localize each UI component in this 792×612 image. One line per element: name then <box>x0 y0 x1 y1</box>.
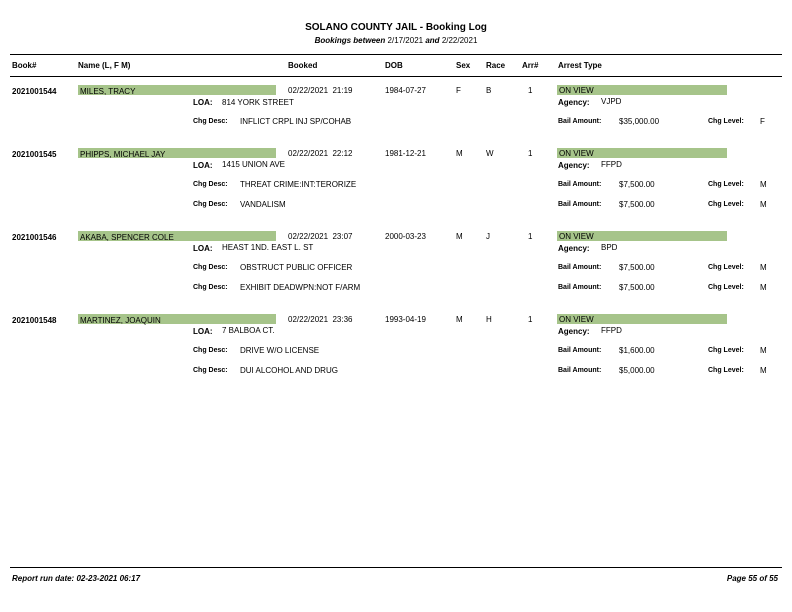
agency-label: Agency: <box>558 327 590 336</box>
chg-level-value: M <box>760 283 767 292</box>
agency-value: VJPD <box>601 97 622 106</box>
report-subtitle <box>0 36 792 45</box>
bail-value: $1,600.00 <box>619 346 655 355</box>
subtitle-and: and <box>425 36 440 45</box>
bail-label: Bail Amount: <box>558 201 602 208</box>
chg-desc-label: Chg Desc: <box>193 367 228 374</box>
dob: 1981-12-21 <box>385 149 426 158</box>
header-rule-bottom <box>10 76 782 77</box>
book-number: 2021001546 <box>12 233 57 242</box>
dob: 1984-07-27 <box>385 86 426 95</box>
chg-level-value: M <box>760 200 767 209</box>
arrest-type: ON VIEW <box>559 232 594 241</box>
chg-level-label: Chg Level: <box>708 181 744 188</box>
chg-level-label: Chg Level: <box>708 284 744 291</box>
bail-value: $7,500.00 <box>619 180 655 189</box>
race: W <box>486 149 494 158</box>
chg-desc-value: DRIVE W/O LICENSE <box>240 346 320 355</box>
loa-value: 1415 UNION AVE <box>222 160 285 169</box>
chg-level-value: M <box>760 180 767 189</box>
agency-label: Agency: <box>558 98 590 107</box>
chg-desc-label: Chg Desc: <box>193 181 228 188</box>
agency-value: BPD <box>601 243 618 252</box>
col-arrest-type: Arrest Type <box>558 61 602 70</box>
agency-value: FFPD <box>601 160 622 169</box>
bail-label: Bail Amount: <box>558 347 602 354</box>
bail-value: $7,500.00 <box>619 200 655 209</box>
agency-label: Agency: <box>558 244 590 253</box>
bail-label: Bail Amount: <box>558 264 602 271</box>
loa-value: 7 BALBOA CT. <box>222 326 275 335</box>
col-sex: Sex <box>456 61 471 70</box>
book-number: 2021001545 <box>12 150 57 159</box>
chg-desc-value: INFLICT CRPL INJ SP/COHAB <box>240 117 352 126</box>
arr-number: 1 <box>528 315 533 324</box>
agency-value: FFPD <box>601 326 622 335</box>
chg-desc-label: Chg Desc: <box>193 284 228 291</box>
race: B <box>486 86 492 95</box>
chg-level-value: M <box>760 346 767 355</box>
date-to: 2/22/2021 <box>441 36 478 45</box>
sex: F <box>456 86 461 95</box>
arrest-type: ON VIEW <box>559 86 594 95</box>
loa-value: HEAST 1ND. EAST L. ST <box>222 243 314 252</box>
bail-value: $5,000.00 <box>619 366 655 375</box>
booked-datetime: 02/22/2021 21:19 <box>288 86 353 95</box>
subtitle-prefix: Bookings between <box>314 36 386 45</box>
chg-desc-value: THREAT CRIME:INT:TERORIZE <box>240 180 357 189</box>
loa-label: LOA: <box>193 244 213 253</box>
book-number: 2021001548 <box>12 316 57 325</box>
booked-datetime: 02/22/2021 23:36 <box>288 315 353 324</box>
chg-desc-label: Chg Desc: <box>193 347 228 354</box>
arrest-type: ON VIEW <box>559 149 594 158</box>
chg-desc-value: EXHIBIT DEADWPN:NOT F/ARM <box>240 283 361 292</box>
chg-level-label: Chg Level: <box>708 264 744 271</box>
col-name: Name (L, F M) <box>78 61 131 70</box>
chg-desc-label: Chg Desc: <box>193 118 228 125</box>
sex: M <box>456 232 463 241</box>
booked-datetime: 02/22/2021 23:07 <box>288 232 353 241</box>
chg-level-label: Chg Level: <box>708 118 744 125</box>
bail-value: $35,000.00 <box>619 117 660 126</box>
bail-value: $7,500.00 <box>619 263 655 272</box>
col-book: Book# <box>12 61 37 70</box>
col-dob: DOB <box>385 61 403 70</box>
bail-label: Bail Amount: <box>558 118 602 125</box>
arr-number: 1 <box>528 86 533 95</box>
arr-number: 1 <box>528 149 533 158</box>
chg-level-value: F <box>760 117 765 126</box>
arr-number: 1 <box>528 232 533 241</box>
race: J <box>486 232 490 241</box>
chg-desc-value: DUI ALCOHOL AND DRUG <box>240 366 338 375</box>
chg-level-label: Chg Level: <box>708 201 744 208</box>
inmate-name: MILES, TRACY <box>80 87 136 96</box>
inmate-name: AKABA, SPENCER COLE <box>80 233 174 242</box>
inmate-name: PHIPPS, MICHAEL JAY <box>80 150 166 159</box>
book-number: 2021001544 <box>12 87 57 96</box>
col-race: Race <box>486 61 506 70</box>
dob: 2000-03-23 <box>385 232 426 241</box>
loa-label: LOA: <box>193 98 213 107</box>
bail-label: Bail Amount: <box>558 284 602 291</box>
footer-rule <box>10 567 782 568</box>
col-arr: Arr# <box>522 61 539 70</box>
bail-label: Bail Amount: <box>558 367 602 374</box>
chg-level-value: M <box>760 366 767 375</box>
dob: 1993-04-19 <box>385 315 426 324</box>
loa-label: LOA: <box>193 161 213 170</box>
loa-value: 814 YORK STREET <box>222 98 294 107</box>
sex: M <box>456 149 463 158</box>
page-number: Page 55 of 55 <box>726 574 778 583</box>
sex: M <box>456 315 463 324</box>
booked-datetime: 02/22/2021 22:12 <box>288 149 353 158</box>
chg-desc-value: VANDALISM <box>240 200 286 209</box>
agency-label: Agency: <box>558 161 590 170</box>
race: H <box>486 315 492 324</box>
chg-desc-label: Chg Desc: <box>193 201 228 208</box>
chg-level-label: Chg Level: <box>708 347 744 354</box>
bail-label: Bail Amount: <box>558 181 602 188</box>
arrest-type: ON VIEW <box>559 315 594 324</box>
report-run-date: Report run date: 02-23-2021 06:17 <box>12 574 141 583</box>
header-rule-top <box>10 54 782 55</box>
chg-level-label: Chg Level: <box>708 367 744 374</box>
bail-value: $7,500.00 <box>619 283 655 292</box>
col-booked: Booked <box>288 61 318 70</box>
chg-level-value: M <box>760 263 767 272</box>
loa-label: LOA: <box>193 327 213 336</box>
chg-desc-value: OBSTRUCT PUBLIC OFFICER <box>240 263 353 272</box>
chg-desc-label: Chg Desc: <box>193 264 228 271</box>
inmate-name: MARTINEZ, JOAQUIN <box>80 316 161 325</box>
date-from: 2/17/2021 <box>387 36 424 45</box>
report-title: SOLANO COUNTY JAIL - Booking Log <box>305 22 487 33</box>
